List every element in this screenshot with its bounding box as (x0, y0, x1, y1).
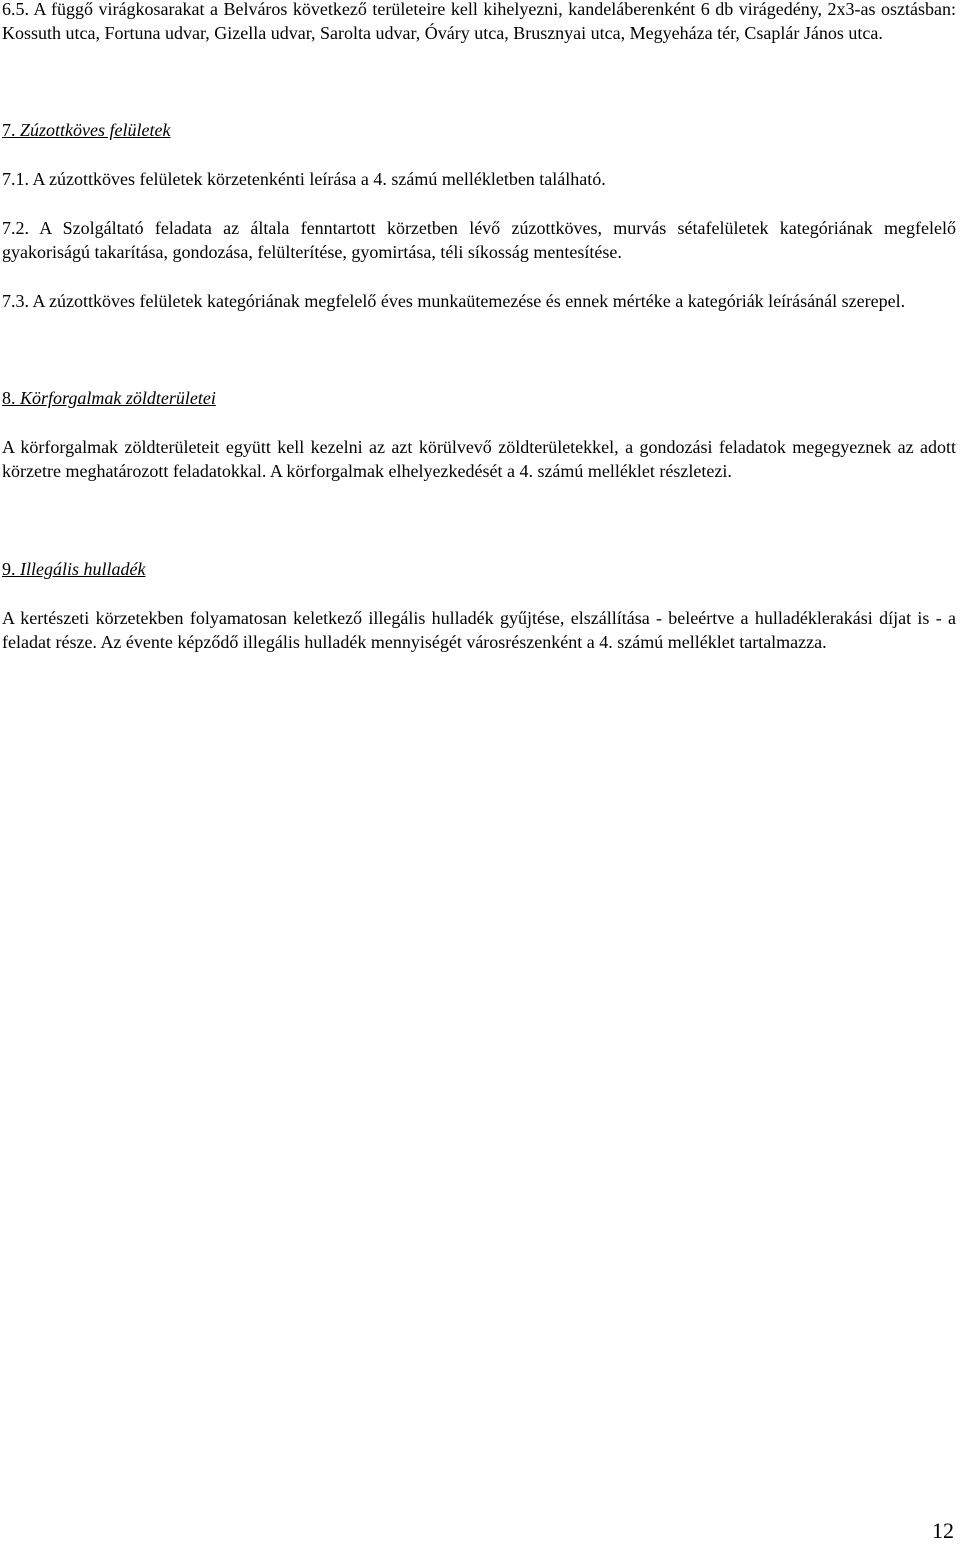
paragraph-7-2: 7.2. A Szolgáltató feladata az általa fenntartott körzetben lévő zúzottköves, murvás sétafelületek kategóriának megfelelő gyakoriságú takarítása, gondozása, felülterítése, gyomirtása, téli síkosság mentesítése. (2, 218, 956, 262)
paragraph-8: A körforgalmak zöldterületeit együtt kell kezelni az azt körülvevő zöldterületekkel, a gondozási feladatok megegyeznek az adott körzetre meghatározott feladatokkal. A körforgalmak elhelyezkedését a 4. számú melléklet részletezi. (2, 437, 956, 481)
section-8-number: 8. (2, 388, 16, 408)
section-9-title: Illegális hulladék (20, 559, 146, 579)
paragraph-7-3: 7.3. A zúzottköves felületek kategóriának megfelelő éves munkaütemezése és ennek mértéke a kategóriák leírásánál szerepel. (2, 291, 906, 311)
section-7-number: 7. (2, 120, 16, 140)
page-number: 12 (932, 1518, 954, 1543)
section-7-heading (2, 118, 956, 142)
section-9-heading (2, 557, 956, 581)
section-8-title: Körforgalmak zöldterületei (20, 388, 216, 408)
section-9-number: 9. (2, 559, 16, 579)
section-8-heading (2, 386, 956, 410)
paragraph-6-5: 6.5. A függő virágkosarakat a Belváros következő területeire kell kihelyezni, kandeláberenként 6 db virágedény, 2x3-as osztásban: Kossuth utca, Fortuna udvar, Gizella udvar, Sarolta udvar, Óváry utca, Brusznyai utca, Megyeháza tér, Csaplár János utca. (2, 0, 956, 43)
paragraph-7-1: 7.1. A zúzottköves felületek körzetenkénti leírása a 4. számú mellékletben található. (2, 169, 606, 189)
paragraph-9: A kertészeti körzetekben folyamatosan keletkező illegális hulladék gyűjtése, elszállítása - beleértve a hulladéklerakási díjat is - a feladat része. Az évente képződő illegális hulladék mennyiségét városrészenként a 4. számú melléklet tartalmazza. (2, 608, 956, 652)
section-7-title: Zúzottköves felületek (20, 120, 171, 140)
